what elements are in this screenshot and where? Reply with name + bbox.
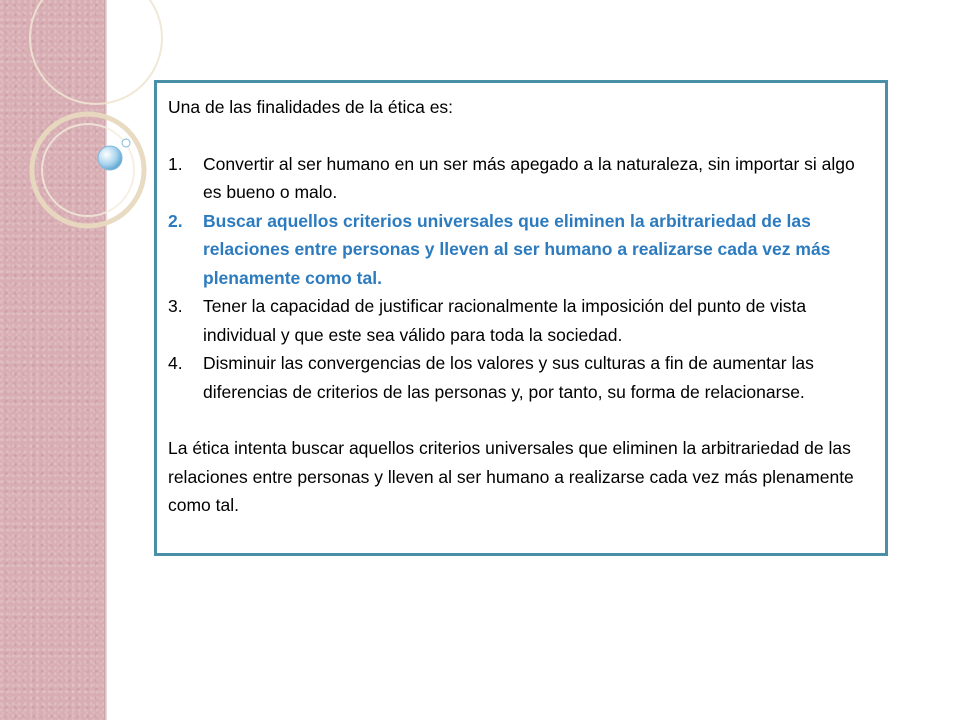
inner-ring bbox=[42, 124, 134, 216]
options-list bbox=[168, 150, 875, 407]
option-number: 1. bbox=[168, 153, 183, 174]
option-1 bbox=[168, 150, 875, 207]
option-text: Buscar aquellos criterios universales que eliminen la arbitrariedad de las relaciones entre personas y lleven al ser humano a realizarse cada vez más plenamente como tal. bbox=[203, 210, 831, 288]
option-3 bbox=[168, 292, 875, 349]
question-content bbox=[157, 83, 885, 520]
blue-bubble-large bbox=[98, 146, 122, 170]
option-text: Disminuir las convergencias de los valores y sus culturas a fin de aumentar las diferencias de criterios de las personas y, por tanto, su forma de relacionarse. bbox=[203, 353, 814, 402]
option-text: Tener la capacidad de justificar racionalmente la imposición del punto de vista individual y que este sea válido para toda la sociedad. bbox=[203, 296, 807, 345]
option-number: 2. bbox=[168, 210, 183, 231]
option-number: 4. bbox=[168, 353, 183, 373]
option-number: 3. bbox=[168, 296, 183, 316]
large-ring bbox=[30, 0, 162, 104]
option-2-correct bbox=[168, 207, 875, 293]
gold-ring bbox=[32, 114, 144, 226]
answer-explanation: La ética intenta buscar aquellos criterios universales que eliminen la arbitrariedad de las relaciones entre personas y lleven al ser humano a realizarse cada vez más plenamente como tal. bbox=[168, 438, 854, 515]
question-intro: Una de las finalidades de la ética es: bbox=[168, 97, 454, 117]
blue-bubble-small bbox=[122, 139, 130, 147]
option-text: Convertir al ser humano en un ser más apegado a la naturaleza, sin importar si algo es bueno o malo. bbox=[203, 153, 855, 202]
question-box bbox=[154, 80, 888, 556]
option-4 bbox=[168, 349, 875, 406]
